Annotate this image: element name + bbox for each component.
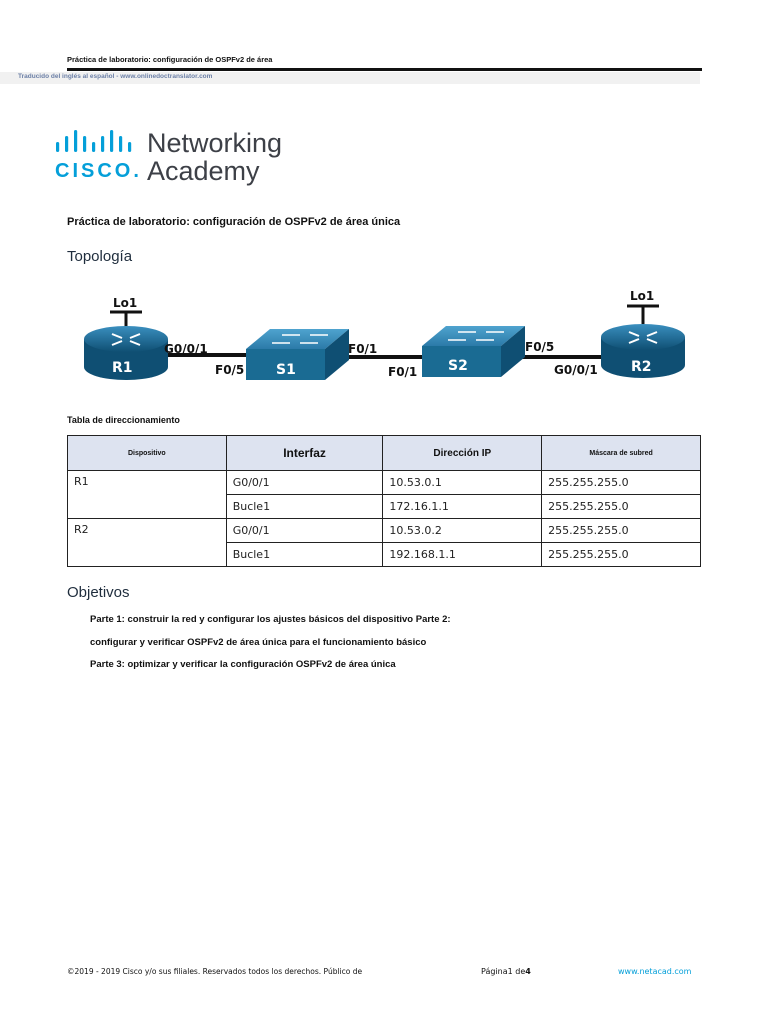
cell-interface: G0/0/1 [226, 519, 383, 543]
r1-loopback-stub [110, 312, 142, 327]
objective-line: Parte 3: optimizar y verificar la configuración OSPFv2 de área única [90, 659, 396, 670]
topology-diagram [60, 282, 700, 392]
page-total: 4 [525, 967, 531, 976]
cell-interface: Bucle1 [226, 495, 383, 519]
device-label-s1: S1 [276, 362, 296, 378]
label-s1-f05: F0/5 [215, 363, 245, 377]
objective-line: Parte 1: construir la red y configurar los ajustes básicos del dispositivo Parte 2: [90, 614, 451, 625]
page-prefix: Página1 de [481, 967, 526, 976]
objective-line: configurar y verificar OSPFv2 de área única para el funcionamiento básico [90, 637, 427, 648]
header-mask: Máscara de subred [542, 436, 701, 471]
footer-page-number [481, 967, 531, 976]
footer-copyright: ©2019 - 2019 Cisco y/o sus filiales. Reservados todos los derechos. Público de [67, 967, 363, 976]
cell-ip: 192.168.1.1 [383, 543, 542, 567]
cell-device: R1 [68, 471, 227, 519]
label-r1-g001: G0/0/1 [164, 342, 208, 356]
running-header-title: Práctica de laboratorio: configuración de OSPFv2 de área [67, 55, 273, 64]
addressing-table [67, 435, 701, 567]
objectives-heading: Objetivos [67, 584, 130, 601]
translator-note[interactable]: Traducido del inglés al español - www.onlinedoctranslator.com [18, 73, 213, 80]
cell-ip: 10.53.0.2 [383, 519, 542, 543]
label-s1-f01: F0/1 [348, 342, 378, 356]
table-caption: Tabla de direccionamiento [67, 415, 180, 425]
cisco-wordmark: CISCO. [55, 160, 142, 182]
label-r1-lo1: Lo1 [113, 296, 138, 310]
cell-mask: 255.255.255.0 [542, 471, 701, 495]
document-title: Práctica de laboratorio: configuración de OSPFv2 de área única [67, 216, 401, 228]
cell-interface: G0/0/1 [226, 471, 383, 495]
cisco-networking-academy-logo [55, 128, 315, 188]
cell-ip: 172.16.1.1 [383, 495, 542, 519]
r2-loopback-stub [627, 306, 659, 324]
header-rule [67, 68, 702, 71]
cell-mask: 255.255.255.0 [542, 519, 701, 543]
device-label-r2: R2 [631, 359, 652, 375]
label-s2-f05: F0/5 [525, 340, 555, 354]
logo-academy-text: Academy [147, 156, 260, 186]
switch-s1-icon[interactable] [246, 329, 349, 380]
footer-url-link[interactable]: www.netacad.com [618, 967, 692, 976]
device-label-r1: R1 [112, 360, 133, 376]
label-r2-lo1: Lo1 [630, 289, 655, 303]
table-row [68, 519, 701, 543]
label-r2-g001: G0/0/1 [554, 363, 598, 377]
cell-interface: Bucle1 [226, 543, 383, 567]
switch-s2-icon[interactable] [422, 326, 525, 377]
header-interface: Interfaz [226, 436, 383, 471]
cisco-bars-icon [55, 130, 143, 160]
header-device: Dispositivo [68, 436, 227, 471]
cell-device: R2 [68, 519, 227, 567]
device-label-s2: S2 [448, 358, 468, 374]
table-row [68, 471, 701, 495]
label-s2-f01: F0/1 [388, 365, 418, 379]
cell-mask: 255.255.255.0 [542, 543, 701, 567]
topology-heading: Topología [67, 248, 133, 265]
table-header-row [68, 436, 701, 471]
header-ip: Dirección IP [383, 436, 542, 471]
cell-mask: 255.255.255.0 [542, 495, 701, 519]
cell-ip: 10.53.0.1 [383, 471, 542, 495]
logo-networking-text: Networking [147, 128, 283, 158]
